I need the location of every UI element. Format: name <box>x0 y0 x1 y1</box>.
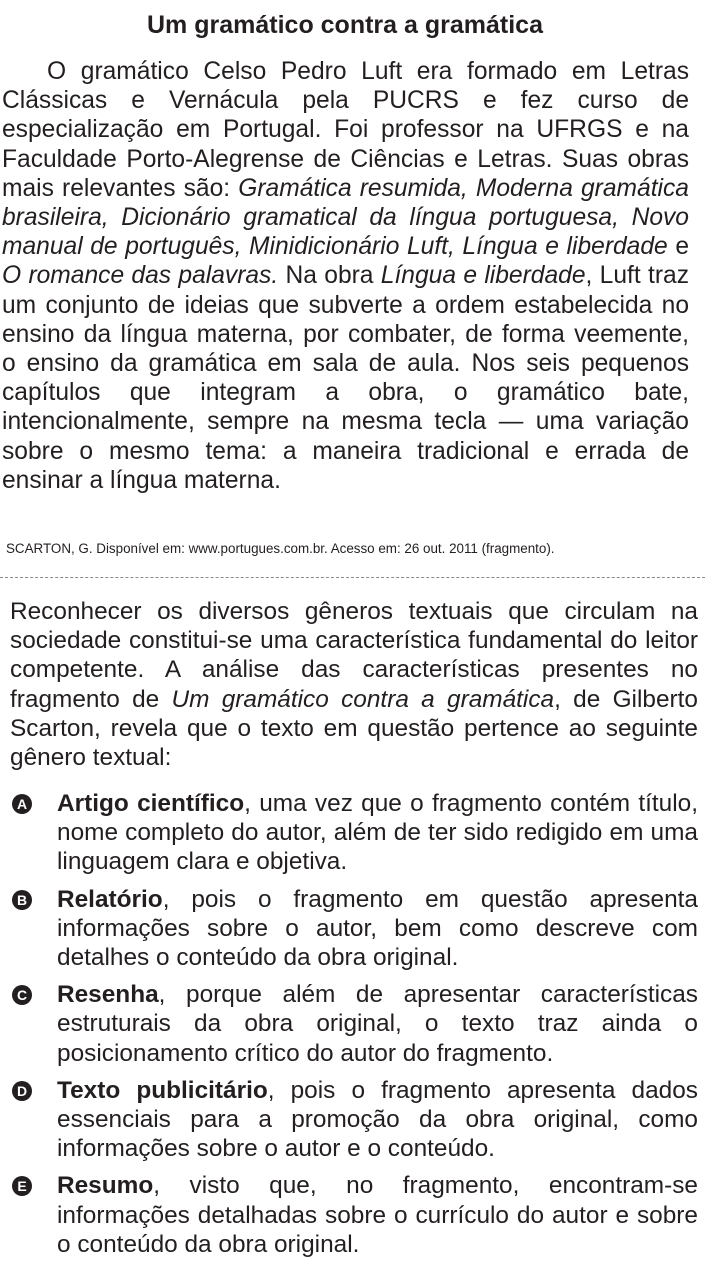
option-text: , pois o fragmento em questão apresenta informações sobre o autor, bem como descreve com detalhes o conteúdo da obra original. <box>57 885 698 972</box>
passage-segment-italic: O romance das palavras. <box>2 262 279 290</box>
passage-text <box>2 57 689 495</box>
option-letter-badge: E <box>12 1176 32 1196</box>
dashed-divider <box>0 577 705 578</box>
stem-text: , de Gilberto Scarton, revela que o texto em questão pertence ao seguinte gênero textual: <box>10 685 698 772</box>
option-a[interactable] <box>10 789 698 877</box>
passage-segment: O gramático Celso Pedro Luft era formado em Letras Clássicas e Vernácula pela PUCRS e fez curso de especialização em Portugal. Foi professor na UFRGS e na Faculdade Porto-Alegrense de Ciências e Letras. Suas obras mais relevantes são: <box>2 58 689 202</box>
option-genre: Artigo científico <box>57 790 245 817</box>
option-text: , porque além de apresentar características estruturais da obra original, o texto traz ainda o posicionamento crítico do autor do fragmento. <box>57 981 698 1067</box>
passage-segment: , Luft traz um conjunto de ideias que subverte a ordem estabelecida no ensino da língua materna, por combater, de forma veemente, o ensino da gramática em sala de aula. Nos seis pequenos capítulos que integram a obra, o gramático bate, intencionalmente, sempre na mesma tecla — uma variação sobre o mesmo tema: a maneira tradicional e errada de ensinar a língua materna. <box>2 262 689 494</box>
option-genre: Resenha <box>57 981 159 1009</box>
passage-title: Um gramático contra a gramática <box>147 11 543 39</box>
option-text: , visto que, no fragmento, encontram-se informações detalhadas sobre o currículo do autor e sobre o conteúdo da obra original. <box>57 1172 698 1258</box>
option-letter-badge: B <box>12 890 32 910</box>
option-genre: Resumo <box>57 1172 154 1200</box>
passage-segment-italic: Língua e liberdade <box>380 262 586 290</box>
option-e[interactable] <box>10 1171 698 1259</box>
stem-work-title: Um gramático contra a gramática <box>171 685 555 713</box>
option-b[interactable] <box>10 885 698 973</box>
option-c[interactable] <box>10 980 698 1068</box>
passage-segment: e <box>667 233 689 261</box>
option-genre: Texto publicitário <box>57 1076 268 1104</box>
option-letter-badge: D <box>12 1081 32 1101</box>
passage-segment: Na obra <box>278 262 381 290</box>
option-letter-badge: C <box>12 985 32 1005</box>
option-genre: Relatório <box>57 885 163 913</box>
source-citation: SCARTON, G. Disponível em: www.portugues.com.br. Acesso em: 26 out. 2011 (fragmento). <box>6 541 555 556</box>
stem-text: Reconhecer os diversos gêneros textuais que circulam na sociedade constitui-se uma característica fundamental do leitor competente. A análise das características presentes no fragmento de <box>10 598 698 713</box>
passage-segment-italic: Gramática resumida, Moderna gramática brasileira, Dicionário gramatical da língua portuguesa, Novo manual de português, Minidicionário Luft, Língua e liberdade <box>2 174 689 261</box>
answer-options <box>10 789 698 1267</box>
option-text: , pois o fragmento apresenta dados essenciais para a promoção da obra original, como informações sobre o autor e o conteúdo. <box>57 1076 698 1163</box>
option-d[interactable] <box>10 1076 698 1164</box>
option-letter-badge: A <box>12 794 32 814</box>
option-text: , uma vez que o fragmento contém título, nome completo do autor, além de ter sido redigido em uma linguagem clara e objetiva. <box>57 790 698 876</box>
question-stem <box>10 597 698 772</box>
